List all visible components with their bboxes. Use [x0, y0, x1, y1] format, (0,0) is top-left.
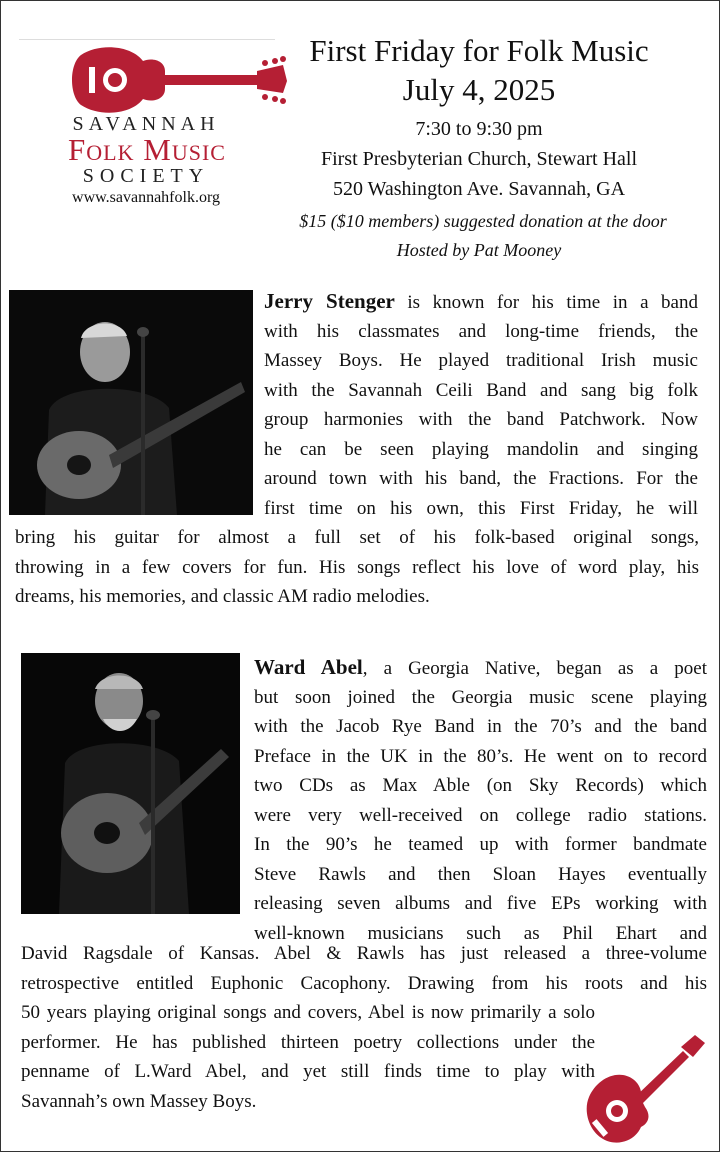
- event-title: First Friday for Folk Music: [309, 33, 649, 68]
- top-rule: [19, 39, 275, 40]
- logo-savannah: SAVANNAH: [72, 113, 220, 135]
- bio-line: group harmonies with the band Patchwork. Now: [264, 409, 698, 430]
- performer-name: Ward Abel: [254, 655, 363, 679]
- bio-line: throwing in a few covers for fun. His songs reflect his love of word play, his: [15, 556, 699, 578]
- jerry-stenger-photo: [9, 290, 253, 515]
- bio-line: David Ragsdale of Kansas. Abel & Rawls has just released a three-volume: [21, 943, 707, 964]
- bio-jerry-bottom: [15, 523, 699, 612]
- bio-line: Jerry Stenger is known for his time in a band: [264, 289, 698, 313]
- logo-society: SOCIETY: [82, 165, 210, 187]
- bio-line: releasing seven albums and five EPs working with: [254, 893, 707, 914]
- event-address: 520 Washington Ave. Savannah, GA: [332, 178, 626, 200]
- website-link[interactable]: www.savannahfolk.org: [72, 189, 220, 206]
- bio-line: with his classmates and long-time friends, the: [264, 320, 698, 342]
- bio-line: with the Jacob Rye Band in the 70’s and the band: [254, 716, 707, 737]
- bio-line: retrospective entitled Euphonic Cacophony. Drawing from his roots and his: [21, 972, 707, 994]
- bio-line: first time on his own, this First Friday, he will: [264, 497, 698, 519]
- bio-line: dreams, his memories, and classic AM radio melodies.: [15, 586, 430, 607]
- event-venue: First Presbyterian Church, Stewart Hall: [320, 148, 638, 170]
- bio-jerry-top: [264, 287, 698, 523]
- bio-ward-wrap: [21, 998, 595, 1116]
- bio-line: but soon joined the Georgia music scene playing: [254, 686, 707, 708]
- bio-line: Preface in the UK in the 80’s. He went on to record: [254, 745, 707, 767]
- bio-line: penname of L.Ward Abel, and yet still finds time to play with: [21, 1061, 595, 1082]
- logo-folk-music: Folk Music: [68, 132, 226, 167]
- bio-line: 50 years playing original songs and covers, Abel is now primarily a solo: [21, 1002, 595, 1023]
- bio-ward-bottom: [21, 939, 707, 998]
- bio-line: Massey Boys. He played traditional Irish music: [264, 350, 698, 371]
- event-date: July 4, 2025: [402, 72, 556, 107]
- society-logo: [19, 41, 281, 216]
- bio-line: were very well-received on college radio stations.: [254, 804, 707, 826]
- bio-line: he can be seen playing mandolin and singing: [264, 438, 698, 460]
- performer-name: Jerry Stenger: [264, 289, 395, 313]
- ward-abel-photo: [21, 653, 240, 914]
- bio-line: well-known musicians such as Phil Ehart and: [254, 922, 707, 944]
- bio-line: Ward Abel, a Georgia Native, began as a poet: [254, 655, 707, 679]
- event-host: Hosted by Pat Mooney: [396, 240, 562, 260]
- event-donation: $15 ($10 members) suggested donation at the door: [299, 211, 667, 231]
- bio-line: performer. He has published thirteen poetry collections under the: [21, 1031, 595, 1053]
- bio-line: Steve Rawls and then Sloan Hayes eventually: [254, 863, 707, 885]
- bio-line: around town with his band, the Fractions. For the: [264, 468, 698, 489]
- bio-ward-top: [254, 653, 707, 948]
- bio-line: In the 90’s he teamed up with former bandmate: [254, 834, 707, 855]
- bio-line: Savannah’s own Massey Boys.: [21, 1090, 257, 1112]
- bio-line: with the Savannah Ceili Band and sang big folk: [264, 379, 698, 401]
- bio-line: bring his guitar for almost a full set of his folk-based original songs,: [15, 527, 699, 548]
- event-time: 7:30 to 9:30 pm: [415, 118, 543, 140]
- guitar-icon: [579, 1035, 709, 1145]
- bio-line: two CDs as Max Able (on Sky Records) which: [254, 775, 707, 796]
